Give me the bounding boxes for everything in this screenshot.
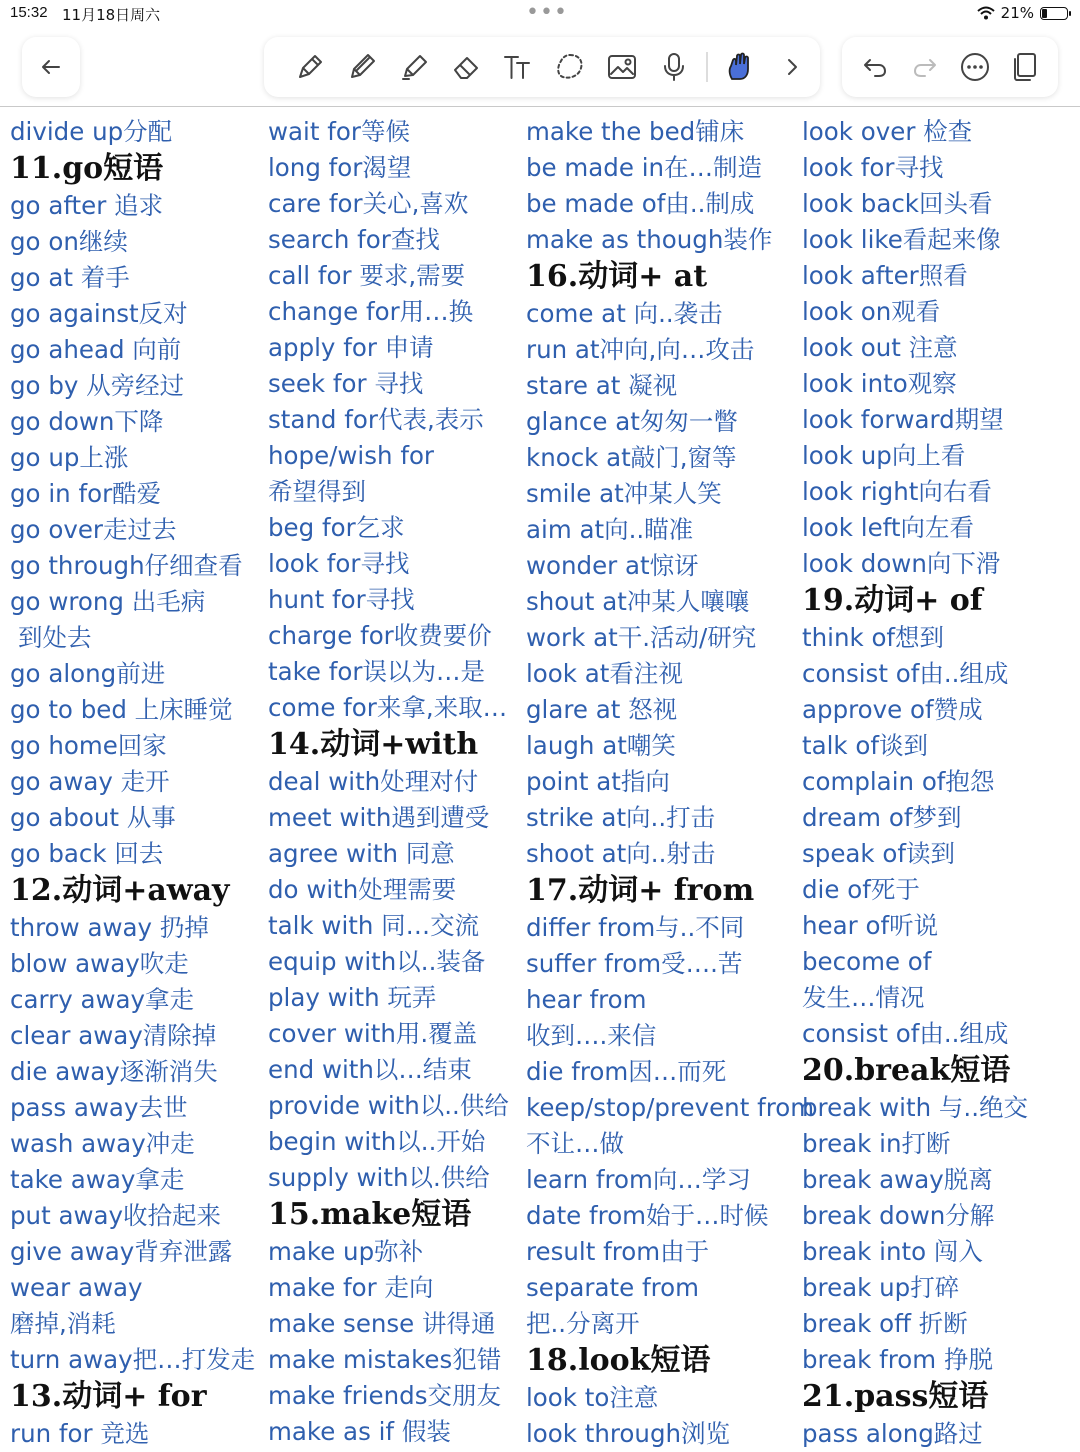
phrase-line: care for关心,喜欢: [268, 189, 469, 218]
phrase-line: shoot at向..射击: [526, 839, 716, 868]
phrase-line: speak of读到: [802, 839, 955, 868]
phrase-line: apply for 申请: [268, 333, 434, 362]
phrase-line: go to bed 上床睡觉: [10, 695, 233, 724]
lasso-tool[interactable]: [544, 45, 596, 89]
phrase-line: play with 玩弄: [268, 983, 437, 1012]
phrase-line: work at干.活动/研究: [526, 623, 757, 652]
phrase-line: 不让…做: [526, 1129, 624, 1158]
phrase-line: cover with用.覆盖: [268, 1019, 478, 1048]
back-arrow-icon: [37, 53, 65, 81]
image-icon: [605, 50, 639, 84]
phrase-line: die from因…而死: [526, 1057, 727, 1086]
phrase-line: go home回家: [10, 731, 167, 760]
more-icon: [958, 50, 992, 84]
phrase-line: break away脱离: [802, 1165, 993, 1194]
microphone-icon: [657, 50, 691, 84]
phrase-line: hunt for寻找: [268, 585, 415, 614]
phrase-line: come for来拿,来取…: [268, 693, 508, 722]
drawing-tools: [264, 37, 820, 97]
phrase-line: go on继续: [10, 227, 128, 256]
phrase-line: break with 与..绝交: [802, 1093, 1028, 1122]
phrase-line: complain of抱怨: [802, 767, 995, 796]
phrase-line: consist of由..组成: [802, 1019, 1009, 1048]
phrase-line: aim at向..瞄准: [526, 515, 694, 544]
phrase-line: think of想到: [802, 623, 945, 652]
phrase-line: glance at匆匆一瞥: [526, 407, 738, 436]
phrase-line: 希望得到: [268, 477, 366, 506]
section-heading: 13.动词+ for: [10, 1379, 207, 1414]
phrase-line: result from由于: [526, 1237, 710, 1266]
section-heading: 14.动词+with: [268, 727, 479, 762]
phrase-line: meet with遇到遭受: [268, 803, 490, 832]
note-column-1: [10, 114, 255, 1452]
status-date: 11月18日周六: [62, 6, 161, 24]
phrase-line: make as though装作: [526, 225, 773, 254]
phrase-line: smile at冲某人笑: [526, 479, 722, 508]
phrase-line: break into 闯入: [802, 1237, 983, 1266]
section-heading: 20.break短语: [802, 1053, 1011, 1088]
phrase-line: equip with以..装备: [268, 947, 486, 976]
undo-icon: [858, 50, 892, 84]
phrase-line: keep/stop/prevent from: [526, 1093, 815, 1122]
phrase-line: go away 走开: [10, 767, 170, 796]
section-heading: 16.动词+ at: [526, 259, 708, 294]
phrase-line: pass along路过: [802, 1419, 983, 1448]
phrase-line: talk with 同…交流: [268, 911, 480, 940]
phrase-line: make the bed铺床: [526, 117, 745, 146]
phrase-line: go along前进: [10, 659, 166, 688]
text-icon: [501, 50, 535, 84]
phrase-line: die of死于: [802, 875, 920, 904]
phrase-line: give away背弃泄露: [10, 1237, 233, 1266]
phrase-line: turn away把…打发走: [10, 1345, 256, 1374]
phrase-line: dream of梦到: [802, 803, 962, 832]
phrase-line: look left向左看: [802, 513, 974, 542]
phrase-line: make for 走向: [268, 1273, 434, 1302]
pencil-tool[interactable]: [336, 45, 388, 89]
phrase-line: be made of由..制成: [526, 189, 755, 218]
eraser-icon: [449, 50, 483, 84]
phrase-line: go up上涨: [10, 443, 129, 472]
phrase-line: go wrong 出毛病: [10, 587, 206, 616]
phrase-line: suffer from受….苦: [526, 949, 743, 978]
phrase-line: look at看注视: [526, 659, 683, 688]
phrase-line: look into观察: [802, 369, 957, 398]
phrase-line: go after 追求: [10, 191, 164, 220]
phrase-line: stand for代表,表示: [268, 405, 484, 434]
phrase-line: wait for等候: [268, 117, 410, 146]
pages-icon: [1008, 50, 1042, 84]
phrase-line: run for 竞选: [10, 1419, 150, 1448]
more-tools-button[interactable]: [766, 45, 818, 89]
phrase-line: strike at向..打击: [526, 803, 716, 832]
section-heading: 17.动词+ from: [526, 873, 755, 908]
phrase-line: beg for乞求: [268, 513, 405, 542]
phrase-line: glare at 怒视: [526, 695, 678, 724]
phrase-line: look after照看: [802, 261, 968, 290]
phrase-line: put away收拾起来: [10, 1201, 222, 1230]
phrase-line: 收到….来信: [526, 1021, 657, 1050]
phrase-line: look out 注意: [802, 333, 958, 362]
phrase-line: divide up分配: [10, 117, 173, 146]
phrase-line: point at指向: [526, 767, 670, 796]
phrase-line: break up打碎: [802, 1273, 960, 1302]
image-tool[interactable]: [596, 45, 648, 89]
phrase-line: approve of赞成: [802, 695, 983, 724]
phrase-line: 发生…情况: [802, 983, 925, 1012]
section-heading: 11.go短语: [10, 151, 164, 186]
phrase-line: end with以…结束: [268, 1055, 472, 1084]
phrase-line: die away逐渐消失: [10, 1057, 218, 1086]
highlighter-icon: [397, 50, 431, 84]
phrase-line: look for寻找: [268, 549, 410, 578]
phrase-line: pass away去世: [10, 1093, 188, 1122]
phrase-line: knock at敲门,窗等: [526, 443, 737, 472]
phrase-line: consist of由..组成: [802, 659, 1009, 688]
phrase-line: look like看起来像: [802, 225, 1001, 254]
phrase-line: run at冲向,向…攻击: [526, 335, 755, 364]
phrase-line: go over走过去: [10, 515, 177, 544]
phrase-line: learn from向…学习: [526, 1165, 751, 1194]
phrase-line: wonder at惊讶: [526, 551, 699, 580]
phrase-line: begin with以..开始: [268, 1127, 486, 1156]
phrase-line: charge for收费要价: [268, 621, 492, 650]
phrase-line: hear from: [526, 985, 647, 1014]
phrase-line: go through仔细查看: [10, 551, 243, 580]
phrase-line: differ from与..不同: [526, 913, 745, 942]
phrase-line: make up弥补: [268, 1237, 424, 1266]
section-heading: 18.look短语: [526, 1343, 711, 1378]
phrase-line: stare at 凝视: [526, 371, 678, 400]
phrase-line: go at 着手: [10, 263, 130, 292]
phrase-line: go back 回去: [10, 839, 164, 868]
section-heading: 19.动词+ of: [802, 583, 983, 618]
phrase-line: look forward期望: [802, 405, 1004, 434]
phrase-line: go in for酷爱: [10, 479, 162, 508]
phrase-line: talk of谈到: [802, 731, 929, 760]
phrase-line: look through浏览: [526, 1419, 731, 1448]
phrase-line: be made in在…制造: [526, 153, 763, 182]
back-button[interactable]: [22, 37, 80, 97]
phrase-line: go about 从事: [10, 803, 176, 832]
status-bar: [0, 0, 1080, 28]
phrase-line: do with处理需要: [268, 875, 457, 904]
phrase-line: 磨掉,消耗: [10, 1309, 116, 1338]
wifi-icon: [977, 6, 995, 20]
note-column-3: [526, 114, 814, 1452]
section-heading: 15.make短语: [268, 1197, 472, 1232]
phrase-line: shout at冲某人嚷嚷: [526, 587, 750, 616]
phrase-line: hear of听说: [802, 911, 939, 940]
battery-icon: [1040, 7, 1068, 20]
phrase-line: make as if 假装: [268, 1417, 451, 1446]
multitask-dots-icon[interactable]: •••: [526, 0, 568, 25]
phrase-line: separate from: [526, 1273, 699, 1302]
phrase-line: go by 从旁经过: [10, 371, 185, 400]
phrase-line: go ahead 向前: [10, 335, 182, 364]
phrase-line: clear away清除掉: [10, 1021, 217, 1050]
phrase-line: become of: [802, 947, 932, 976]
phrase-line: 把..分离开: [526, 1309, 640, 1338]
phrase-line: long for渴望: [268, 153, 412, 182]
toolbar-divider: [706, 52, 708, 82]
hand-draw-icon: [723, 50, 757, 84]
phrase-line: look to注意: [526, 1383, 659, 1412]
lasso-icon: [553, 50, 587, 84]
pen-icon: [293, 50, 327, 84]
phrase-line: seek for 寻找: [268, 369, 424, 398]
pen-tool[interactable]: [284, 45, 336, 89]
eraser-tool[interactable]: [440, 45, 492, 89]
phrase-line: look back回头看: [802, 189, 993, 218]
note-column-4: [802, 114, 1028, 1452]
phrase-line: look up向上看: [802, 441, 966, 470]
note-column-2: [268, 114, 509, 1450]
phrase-line: throw away 扔掉: [10, 913, 209, 942]
phrase-line: date from始于…时候: [526, 1201, 769, 1230]
phrase-line: blow away吹走: [10, 949, 189, 978]
phrase-line: take away拿走: [10, 1165, 185, 1194]
phrase-line: look down向下滑: [802, 549, 1001, 578]
undo-button[interactable]: [850, 45, 900, 89]
phrase-line: look on观看: [802, 297, 941, 326]
phrase-line: call for 要求,需要: [268, 261, 466, 290]
phrase-line: break from 挣脱: [802, 1345, 993, 1374]
phrase-line: go against反对: [10, 299, 188, 328]
phrase-line: look right向右看: [802, 477, 992, 506]
chevron-right-icon: [775, 50, 809, 84]
phrase-line: deal with处理对付: [268, 767, 479, 796]
phrase-line: look for寻找: [802, 153, 944, 182]
phrase-line: look over 检查: [802, 117, 973, 146]
phrase-line: provide with以..供给: [268, 1091, 509, 1120]
status-right: [977, 4, 1068, 22]
battery-percent: 21%: [1000, 4, 1034, 22]
phrase-line: change for用…换: [268, 297, 474, 326]
highlighter-tool[interactable]: [388, 45, 440, 89]
text-tool[interactable]: [492, 45, 544, 89]
phrase-line: break off 折断: [802, 1309, 968, 1338]
phrase-line: laugh at嘲笑: [526, 731, 676, 760]
status-time: 15:32: [10, 4, 48, 21]
pencil-icon: [345, 50, 379, 84]
more-button[interactable]: [950, 45, 1000, 89]
pages-button[interactable]: [1000, 45, 1050, 89]
note-toolbar: [0, 28, 1080, 107]
phrase-line: search for查找: [268, 225, 440, 254]
phrase-line: wear away: [10, 1273, 143, 1302]
redo-button[interactable]: [900, 45, 950, 89]
phrase-line: carry away拿走: [10, 985, 195, 1014]
history-actions: [842, 37, 1058, 97]
section-heading: 12.动词+away: [10, 873, 230, 908]
phrase-line: make sense 讲得通: [268, 1309, 496, 1338]
phrase-line: supply with以.供给: [268, 1163, 490, 1192]
phrase-line: break down分解: [802, 1201, 995, 1230]
microphone-tool[interactable]: [648, 45, 700, 89]
redo-icon: [908, 50, 942, 84]
phrase-line: make mistakes犯错: [268, 1345, 502, 1374]
phrase-line: come at 向..袭击: [526, 299, 723, 328]
phrase-line: take for误以为…是: [268, 657, 485, 686]
phrase-line: agree with 同意: [268, 839, 455, 868]
phrase-line: 到处去: [18, 623, 92, 652]
phrase-line: hope/wish for: [268, 441, 435, 470]
phrase-line: go down下降: [10, 407, 164, 436]
phrase-line: make friends交朋友: [268, 1381, 501, 1410]
hand-draw-tool[interactable]: [714, 45, 766, 89]
phrase-line: wash away冲走: [10, 1129, 195, 1158]
section-heading: 21.pass短语: [802, 1379, 989, 1414]
phrase-line: break in打断: [802, 1129, 951, 1158]
